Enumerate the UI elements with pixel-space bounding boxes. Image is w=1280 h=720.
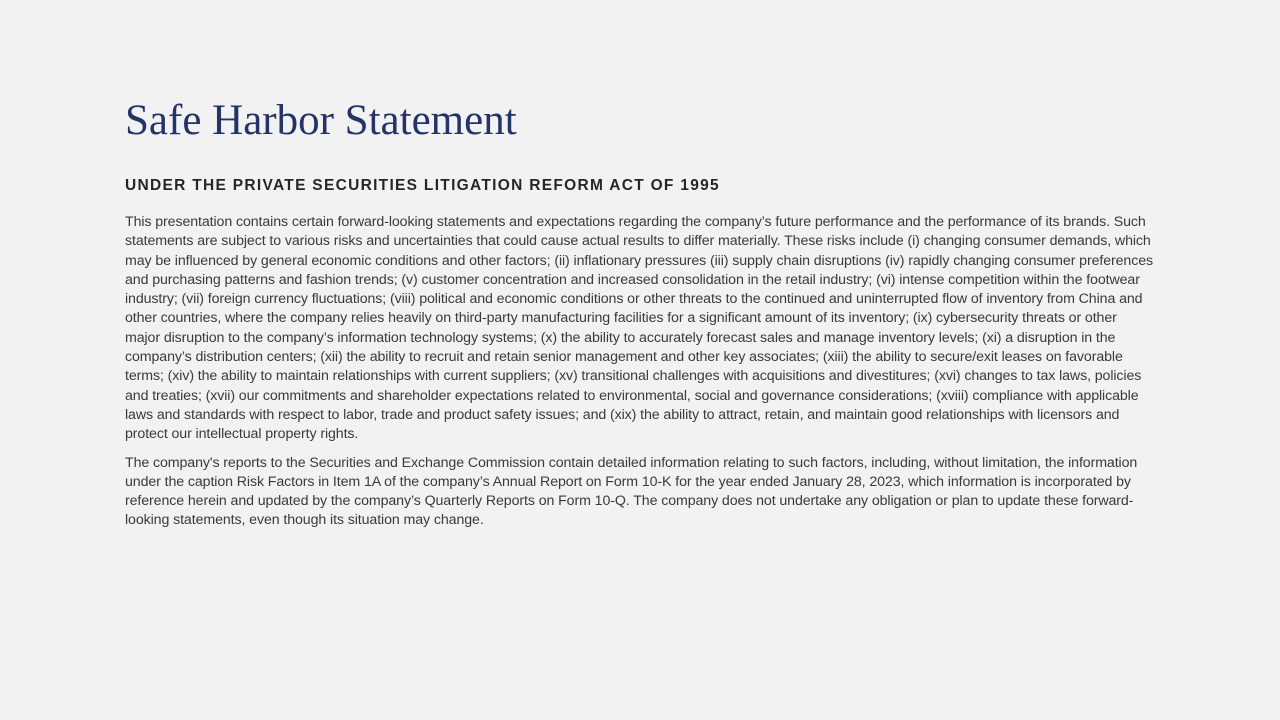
slide-subtitle: UNDER THE PRIVATE SECURITIES LITIGATION REFORM ACT OF 1995: [125, 177, 720, 194]
slide-content: [125, 96, 1155, 531]
slide-title: Safe Harbor Statement: [125, 97, 517, 144]
sec-reports-paragraph: The company's reports to the Securities and Exchange Commission contain detailed information relating to such factors, including, without limitation, the information under the caption Risk Factors in Item 1A of the company’s Annual Report on Form 10-K for the year ended January 28, 2023, which information is incorporated by reference herein and updated by the company’s Quarterly Reports on Form 10-Q. The company does not undertake any obligation or plan to update these forward-looking statements, even though its situation may change.: [125, 454, 1138, 529]
risk-factors-paragraph: This presentation contains certain forward-looking statements and expectations regarding the company’s future performance and the performance of its brands. Such statements are subject to various risks and uncertainties that could cause actual results to differ materially. These risks include (i) changing consumer demands, which may be influenced by general economic conditions and other factors; (ii) inflationary pressures (iii) supply chain disruptions (iv) rapidly changing consumer preferences and purchasing patterns and fashion trends; (v) customer concentration and increased consolidation in the retail industry; (vi) intense competition within the footwear industry; (vii) foreign currency fluctuations; (viii) political and economic conditions or other threats to the continued and uninterrupted flow of inventory from China and other countries, where the company relies heavily on third-party manufacturing facilities for a significant amount of its inventory; (ix) cybersecurity threats or other major disruption to the company’s information technology systems; (x) the ability to accurately forecast sales and manage inventory levels; (xi) a disruption in the company’s distribution centers; (xii) the ability to recruit and retain senior management and other key associates; (xiii) the ability to secure/exit leases on favorable terms; (xiv) the ability to maintain relationships with current suppliers; (xv) transitional challenges with acquisitions and divestitures; (xvi) changes to tax laws, policies and treaties; (xvii) our commitments and shareholder expectations related to environmental, social and governance considerations; (xviii) compliance with applicable laws and standards with respect to labor, trade and product safety issues; and (xix) the ability to attract, retain, and maintain good relationships with licensors and protect our intellectual property rights.: [125, 214, 1153, 443]
